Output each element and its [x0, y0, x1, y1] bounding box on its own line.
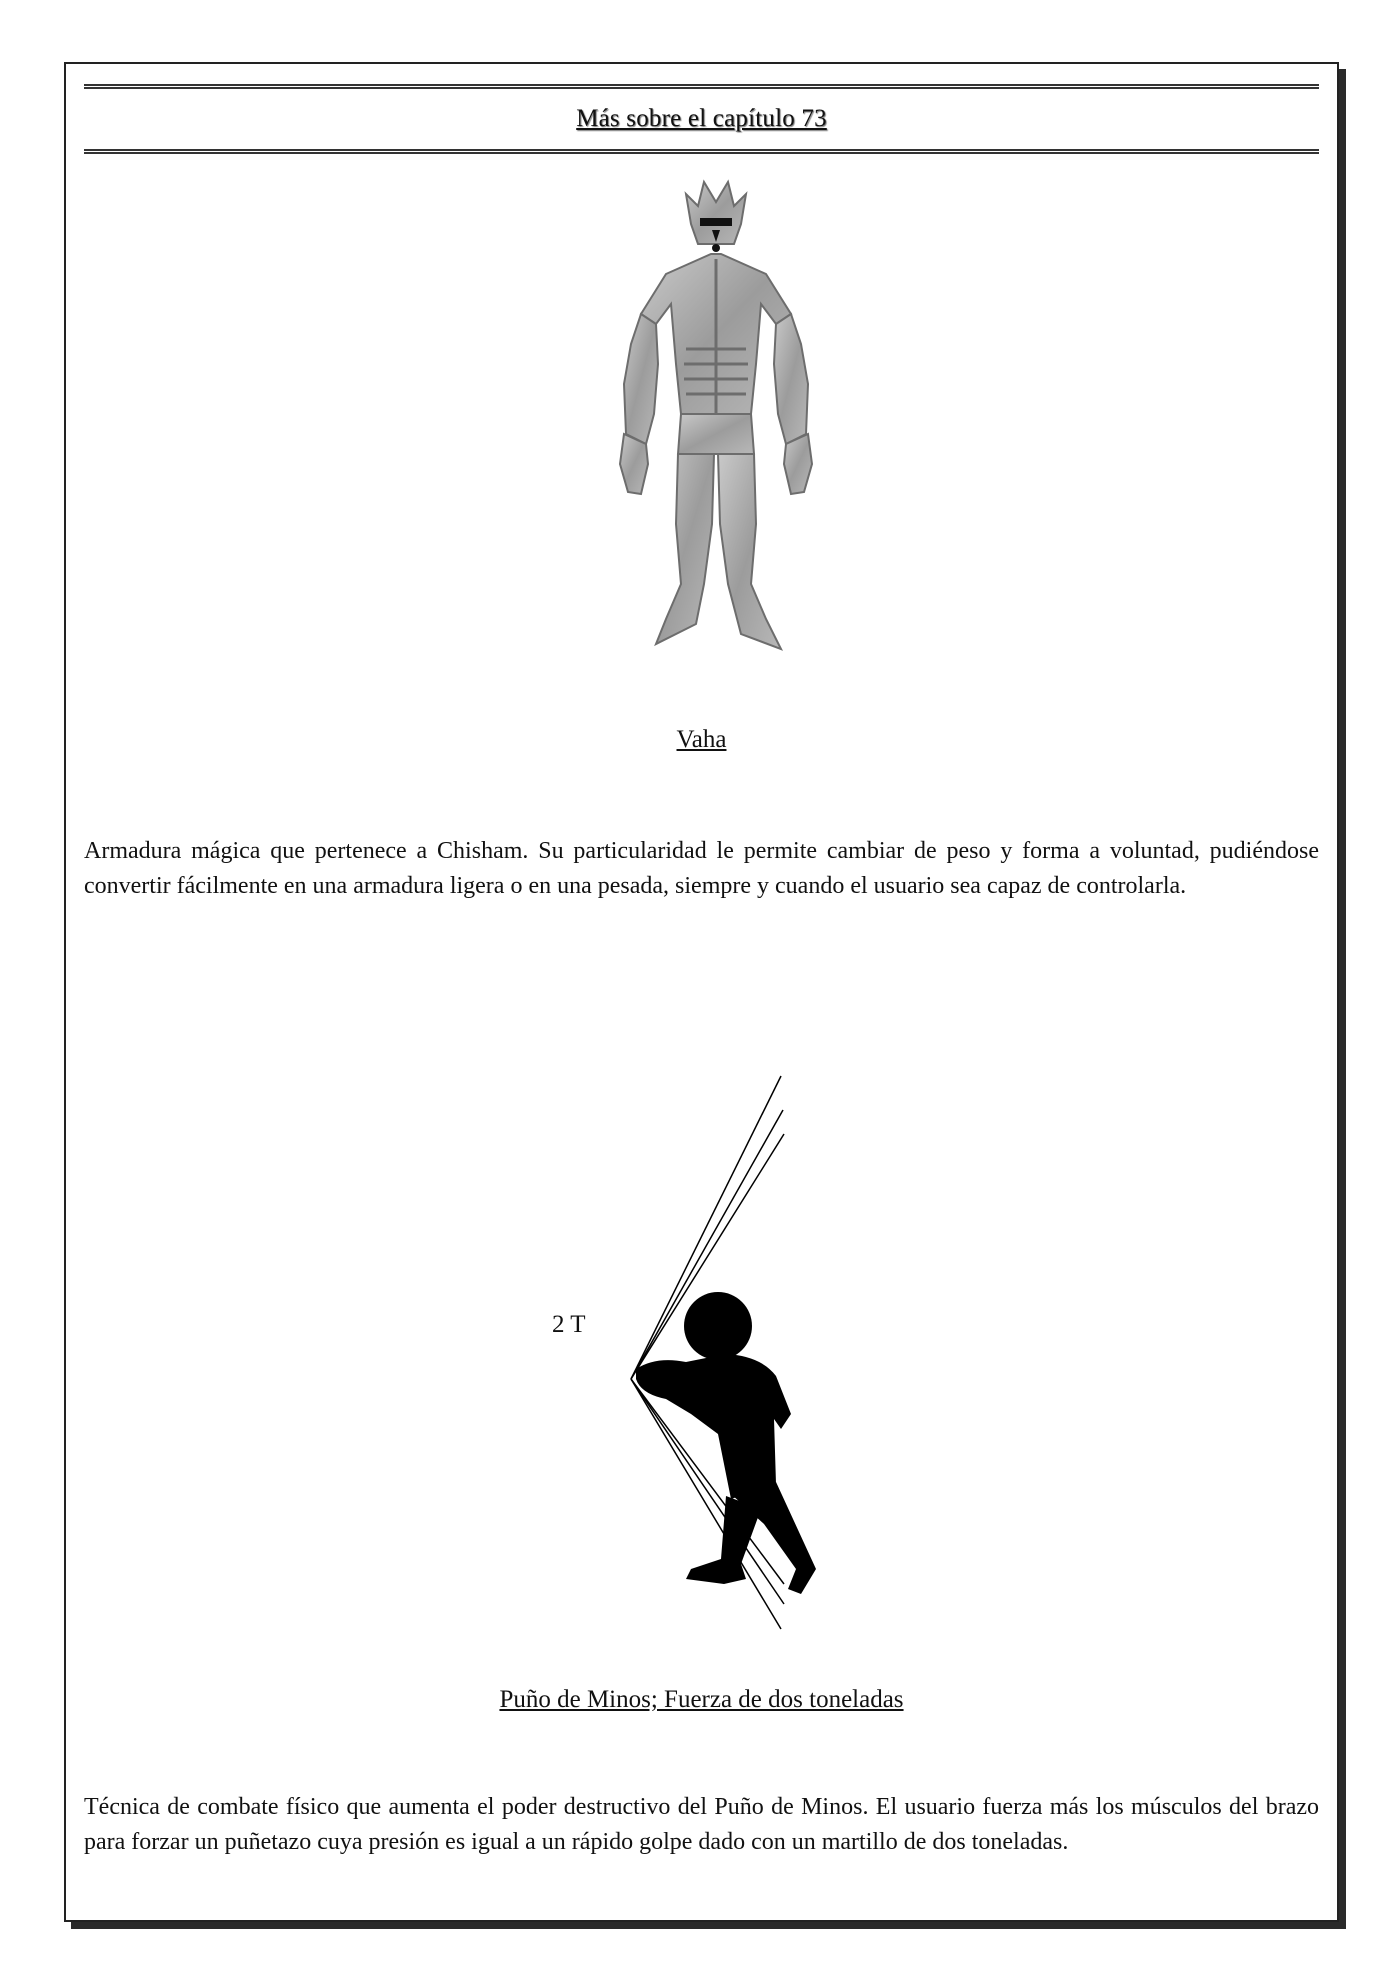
fist-caption: Puño de Minos; Fuerza de dos toneladas: [499, 1686, 904, 1713]
page-frame: [64, 62, 1339, 1922]
weight-label: 2 T: [552, 1311, 586, 1338]
armor-figure-icon: [546, 164, 886, 664]
armor-description: Armadura mágica que pertenece a Chisham. Su particularidad le permite cambiar de peso y forma a voluntad, pudiéndose convertir fácilmente en una armadura ligera o en una pesada, siempre y cuando el usuario sea capaz de controlarla.: [84, 838, 1319, 899]
page-title: Más sobre el capítulo 73: [576, 105, 827, 132]
title-band: [84, 84, 1319, 154]
armor-caption: Vaha: [676, 726, 727, 753]
fist-description: Técnica de combate físico que aumenta el poder destructivo del Puño de Minos. El usuario fuerza más los músculos del brazo para forzar un puñetazo cuya presión es igual a un rápido golpe dado con un martillo de dos toneladas.: [84, 1794, 1319, 1855]
